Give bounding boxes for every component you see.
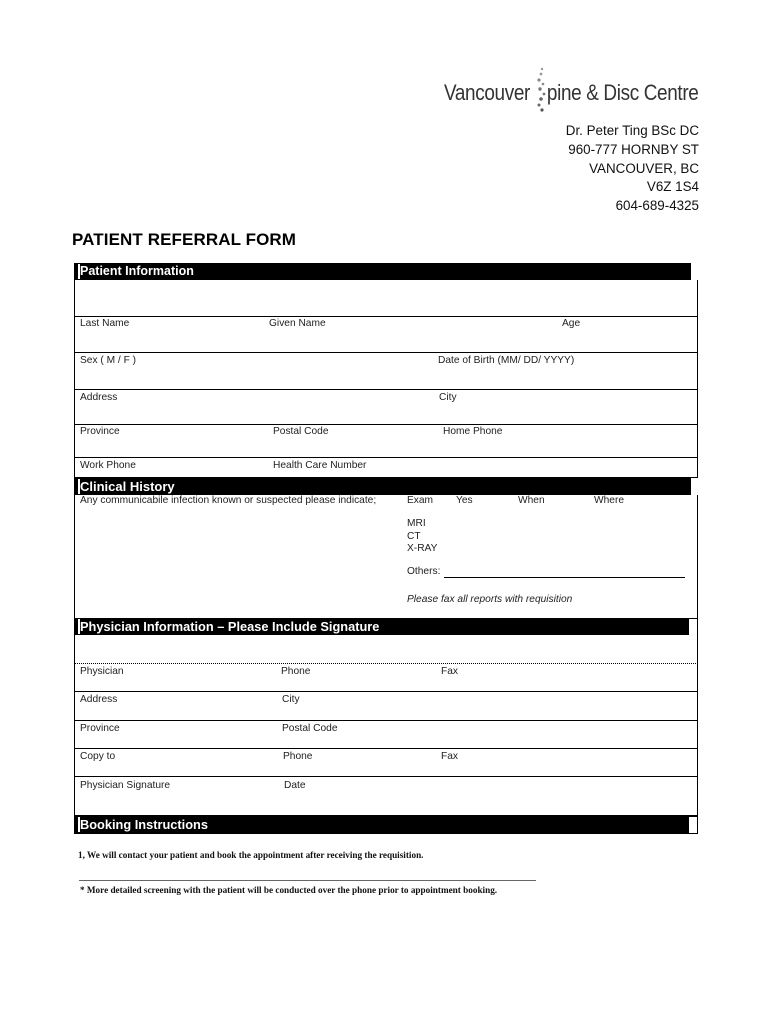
address-field[interactable]: Address — [80, 392, 118, 403]
postal-code-field[interactable]: Postal Code — [273, 426, 329, 437]
signature-date-field[interactable]: Date — [284, 780, 306, 791]
divider — [79, 880, 536, 881]
booking-header — [74, 816, 689, 833]
exam-xray: X-RAY — [407, 543, 438, 554]
exam-ct: CT — [407, 531, 421, 542]
right-border — [697, 478, 698, 618]
exam-column-header: Exam — [407, 495, 434, 506]
patient-info-heading: Patient Information — [78, 264, 198, 279]
logo-text-post: pine & Disc Centre — [546, 80, 699, 105]
booking-bar-fill — [210, 816, 689, 833]
divider — [74, 316, 698, 317]
divider — [74, 720, 698, 721]
patient-info-section — [74, 263, 698, 478]
home-phone-field[interactable]: Home Phone — [443, 426, 503, 437]
divider — [74, 389, 698, 390]
booking-instruction-2: * More detailed screening with the patient will be conducted over the phone prior to appointment booking. — [80, 885, 498, 895]
physician-phone-field[interactable]: Phone — [281, 666, 311, 677]
physician-field[interactable]: Physician — [80, 666, 124, 677]
infection-prompt: Any communicabile infection known or suspected please indicate; — [80, 495, 377, 506]
clinical-history-heading: Clinical History — [78, 479, 179, 494]
logo-wordmark — [444, 80, 698, 106]
address-line-2: 960-777 HORNBY ST — [568, 141, 699, 157]
copy-to-field[interactable]: Copy to — [80, 751, 116, 762]
address-line-4: V6Z 1S4 — [646, 179, 699, 195]
address-line-5: 604-689-4325 — [615, 198, 699, 214]
divider — [74, 691, 698, 692]
dob-field[interactable]: Date of Birth (MM/ DD/ YYYY) — [438, 355, 575, 366]
exam-mri: MRI — [407, 518, 426, 529]
divider — [74, 748, 698, 749]
sex-field[interactable]: Sex ( M / F ) — [80, 355, 137, 366]
physician-postal-code-field[interactable]: Postal Code — [282, 723, 338, 734]
clinic-logo — [444, 66, 704, 118]
divider — [74, 663, 698, 664]
province-field[interactable]: Province — [80, 426, 120, 437]
copy-to-fax-field[interactable]: Fax — [441, 751, 458, 762]
header-cap — [690, 478, 698, 495]
city-field[interactable]: City — [439, 392, 457, 403]
physician-info-header — [74, 618, 689, 635]
clinic-address — [566, 122, 699, 216]
clinical-history-header — [74, 478, 698, 495]
left-border — [74, 478, 75, 618]
copy-to-phone-field[interactable]: Phone — [283, 751, 313, 762]
spine-icon — [534, 66, 548, 116]
divider — [74, 776, 698, 777]
patient-info-header — [74, 263, 698, 280]
physician-signature-field[interactable]: Physician Signature — [80, 780, 171, 791]
yes-column-header: Yes — [456, 495, 473, 506]
when-column-header: When — [518, 495, 545, 506]
divider — [74, 424, 698, 425]
header-cap — [690, 263, 698, 280]
divider — [74, 457, 698, 458]
where-column-header: Where — [594, 495, 625, 506]
age-field[interactable]: Age — [562, 318, 581, 329]
others-label: Others: — [407, 566, 441, 577]
address-line-3: VANCOUVER, BC — [589, 160, 699, 176]
given-name-field[interactable]: Given Name — [269, 318, 326, 329]
logo-text-pre: Vancouver — [444, 80, 535, 105]
physician-address-field[interactable]: Address — [80, 694, 118, 705]
physician-info-heading: Physician Information – Please Include Signature — [78, 619, 383, 634]
physician-city-field[interactable]: City — [282, 694, 300, 705]
health-care-number-field[interactable]: Health Care Number — [273, 460, 367, 471]
form-title: PATIENT REFERRAL FORM — [72, 230, 297, 249]
physician-fax-field[interactable]: Fax — [441, 666, 458, 677]
work-phone-field[interactable]: Work Phone — [80, 460, 136, 471]
others-input-line[interactable] — [444, 577, 685, 578]
physician-province-field[interactable]: Province — [80, 723, 120, 734]
booking-instruction-1: 1, We will contact your patient and book the appointment after receiving the requisition. — [78, 850, 424, 860]
last-name-field[interactable]: Last Name — [80, 318, 130, 329]
address-line-1: Dr. Peter Ting BSc DC — [565, 123, 699, 138]
fax-note: Please fax all reports with requisition — [407, 594, 573, 605]
booking-heading: Booking Instructions — [78, 817, 212, 832]
divider — [74, 352, 698, 353]
